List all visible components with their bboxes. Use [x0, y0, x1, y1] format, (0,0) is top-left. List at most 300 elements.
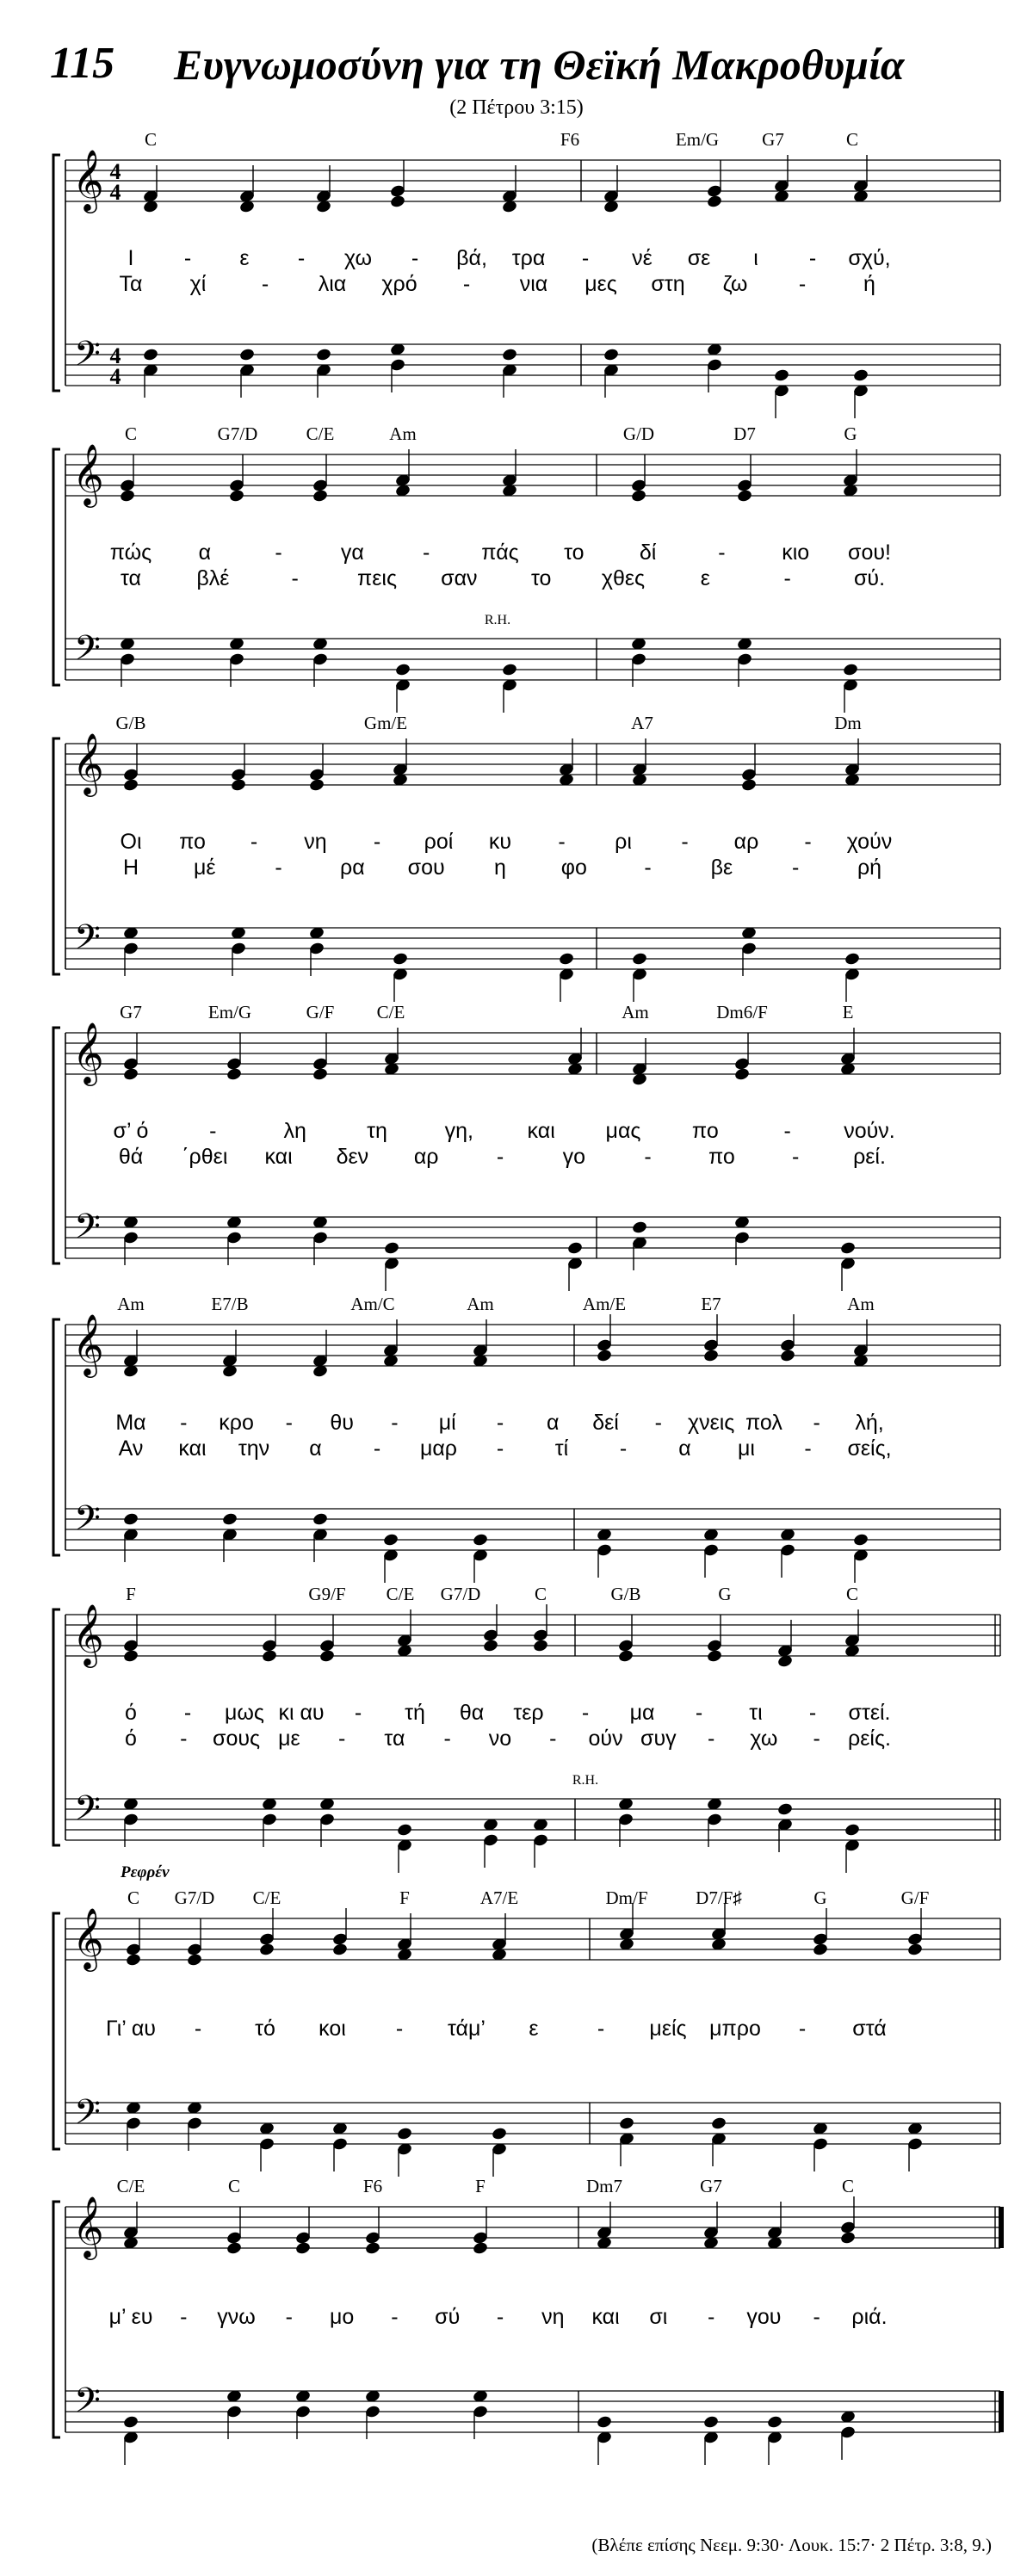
- chord-symbol: E7/B: [211, 1294, 249, 1314]
- tenor-note: [122, 2415, 139, 2430]
- lyric-verse-1: σ’ ό: [113, 1119, 149, 1143]
- lyric-verse-2: νο: [488, 1727, 512, 1751]
- music-system-5: [0, 1294, 1033, 1603]
- chord-symbol: C: [534, 1584, 547, 1604]
- alto-note: [482, 1639, 498, 1653]
- staff-notation: [0, 129, 1033, 439]
- alto-note: [740, 778, 757, 793]
- lyric-verse-1: θυ: [330, 1411, 354, 1435]
- lyric-verse-1: γου: [746, 2305, 782, 2329]
- lyric-verse-1: το: [564, 541, 585, 565]
- refrain-label: Ρεφρέν: [121, 1863, 170, 1881]
- lyric-verse-1: -: [423, 541, 430, 565]
- lyric-verse-2: -: [496, 1436, 504, 1461]
- alto-note: [119, 489, 135, 503]
- lyric-verse-2: φο: [560, 856, 587, 880]
- lyric-verse-2: αρ: [413, 1145, 439, 1169]
- song-title: Ευγνωμοσύνη για τη Θεϊκή Μακροθυμία: [174, 40, 905, 89]
- chord-symbol: G/D: [622, 423, 655, 444]
- lyric-verse-2: μι: [738, 1436, 755, 1461]
- lyric-verse-1: πο: [691, 1119, 719, 1143]
- alto-note: [228, 489, 244, 503]
- lyric-verse-2: πο: [708, 1145, 735, 1169]
- system-bracket: [53, 1028, 60, 1263]
- chord-symbol: F: [399, 1887, 410, 1908]
- system-bracket: [53, 2202, 60, 2437]
- lyric-verse-1: γα: [340, 541, 364, 565]
- alto-note: [472, 2241, 488, 2256]
- lyric-verse-1: χω: [344, 246, 372, 270]
- tenor-note: [221, 1512, 238, 1527]
- lyric-verse-2: στη: [651, 272, 685, 296]
- alto-note: [312, 1067, 328, 1082]
- alto-note: [258, 1943, 275, 1957]
- treble-clef-icon: 𝄞: [72, 2195, 104, 2258]
- lyric-verse-2: -: [792, 856, 800, 880]
- alto-note: [122, 1649, 139, 1664]
- chord-symbol: G/F: [900, 1887, 930, 1908]
- treble-clef-icon: 𝄞: [72, 1906, 104, 1969]
- lyric-verse-2: -: [804, 1436, 812, 1461]
- lyric-verse-2: πεις: [357, 566, 397, 590]
- lyric-verse-1: χούν: [846, 830, 893, 854]
- bass-clef-icon: 𝄢: [74, 1207, 101, 1255]
- chord-symbol: Am: [117, 1294, 145, 1314]
- lyric-verse-2: α: [309, 1436, 322, 1461]
- lyric-verse-1: -: [707, 2305, 715, 2329]
- chord-symbol: G/B: [115, 713, 146, 733]
- bass-clef-icon: 𝄢: [74, 628, 101, 676]
- lyric-verse-2: -: [549, 1727, 557, 1751]
- chord-symbol: E7: [701, 1294, 721, 1314]
- lyric-verse-1: α: [547, 1411, 560, 1435]
- lyric-verse-1: -: [581, 246, 590, 270]
- treble-clef-icon: 𝄞: [72, 1313, 104, 1375]
- chord-symbol: Dm: [834, 713, 862, 733]
- tenor-note: [596, 2415, 612, 2430]
- lyric-verse-1: Γι’ αυ: [106, 2017, 156, 2041]
- lyric-verse-1: πώς: [109, 541, 152, 565]
- lyric-verse-1: -: [496, 2305, 504, 2329]
- lyric-verse-1: σύ: [435, 2305, 461, 2329]
- lyric-verse-1: -: [783, 1119, 791, 1143]
- tenor-note: [392, 952, 408, 967]
- lyric-verse-2: -: [644, 1145, 652, 1169]
- lyric-verse-1: -: [808, 246, 817, 270]
- lyric-verse-2: συγ: [640, 1727, 677, 1751]
- lyric-verse-1: τη: [367, 1119, 387, 1143]
- lyric-verse-1: χνεις: [687, 1411, 735, 1435]
- tenor-note: [566, 1241, 583, 1256]
- lyric-verse-2: -: [180, 1727, 188, 1751]
- bass-clef-icon: 𝄢: [74, 2092, 101, 2140]
- lyric-verse-2: θά: [118, 1145, 144, 1169]
- lyric-verse-2: τί: [554, 1436, 569, 1461]
- right-hand-marking: R.H.: [484, 613, 511, 627]
- lyric-verse-2: βλέ: [196, 566, 230, 590]
- tenor-note: [472, 1533, 488, 1547]
- system-bracket: [53, 1319, 60, 1555]
- time-signature-top: 4: [109, 159, 121, 184]
- chord-symbol: A7/E: [479, 1887, 519, 1908]
- lyric-verse-2: -: [462, 272, 471, 296]
- lyric-verse-2: -: [261, 272, 269, 296]
- tenor-note: [501, 348, 517, 362]
- chord-symbol: C: [227, 2176, 241, 2196]
- tenor-note: [501, 663, 517, 677]
- tenor-note: [142, 348, 158, 362]
- bass-clef-icon: 𝄢: [74, 1498, 101, 1547]
- lyric-verse-1: σε: [687, 246, 711, 270]
- lyric-verse-1: μας: [605, 1119, 641, 1143]
- treble-clef-icon: 𝄞: [72, 442, 104, 505]
- time-signature-top: 4: [109, 343, 121, 368]
- lyric-verse-1: θα: [459, 1701, 485, 1725]
- alto-note: [779, 1349, 795, 1363]
- lyric-verse-1: -: [681, 830, 689, 854]
- lyric-verse-1: τάμ’: [448, 2017, 486, 2041]
- lyric-verse-1: νέ: [632, 246, 653, 270]
- chord-symbol: Dm6/F: [716, 1002, 768, 1022]
- lyric-verse-1: αρ: [733, 830, 759, 854]
- alto-note: [261, 1649, 277, 1664]
- chord-symbol: Am: [622, 1002, 649, 1022]
- lyric-verse-1: -: [654, 1411, 663, 1435]
- lyric-verse-1: -: [798, 2017, 807, 2041]
- lyric-verse-1: στεί.: [848, 1701, 891, 1725]
- system-bracket: [53, 155, 60, 391]
- tenor-note: [382, 1533, 399, 1547]
- system-bracket: [53, 1609, 60, 1845]
- lyric-verse-1: -: [373, 830, 381, 854]
- lyric-verse-1: σχύ,: [848, 246, 891, 270]
- chord-symbol: C/E: [386, 1584, 415, 1604]
- song-header: [0, 0, 1033, 120]
- lyric-verse-2: λια: [318, 272, 347, 296]
- system-bracket: [53, 449, 60, 685]
- lyric-verse-2: μέ: [194, 856, 216, 880]
- lyric-verse-1: -: [209, 1119, 217, 1143]
- chord-symbol: Em/G: [675, 129, 720, 150]
- lyric-verse-2: ό: [125, 1727, 137, 1751]
- alto-note: [294, 2241, 311, 2256]
- lyric-verse-2: τα: [121, 566, 141, 590]
- lyric-verse-1: τρα: [511, 246, 546, 270]
- lyric-verse-1: ι: [753, 246, 758, 270]
- bass-clef-icon: 𝄢: [74, 2381, 101, 2429]
- cross-references: (Βλέπε επίσης Νεεμ. 9:30· Λουκ. 15:7· 2 Πέτρ. 3:8, 9.): [591, 2535, 992, 2555]
- lyric-verse-1: -: [496, 1411, 504, 1435]
- alto-note: [733, 1067, 750, 1082]
- lyric-verse-1: ε: [529, 2017, 539, 2041]
- lyric-verse-2: -: [644, 856, 652, 880]
- lyric-verse-1: -: [250, 830, 258, 854]
- system-bracket: [53, 738, 60, 974]
- music-system-6: [0, 1584, 1033, 1893]
- tenor-note: [839, 1241, 856, 1256]
- chord-symbol: G: [718, 1584, 732, 1604]
- time-signature-bottom: 4: [109, 180, 121, 205]
- lyric-verse-1: Ι: [127, 246, 134, 270]
- tenor-note: [631, 952, 647, 967]
- tenor-note: [618, 2116, 634, 2131]
- lyric-verse-2: χω: [750, 1727, 778, 1751]
- lyric-verse-2: ρείς.: [848, 1727, 891, 1751]
- lyric-verse-1: -: [297, 246, 306, 270]
- lyric-verse-1: κρο: [219, 1411, 254, 1435]
- lyric-verse-1: -: [808, 1701, 817, 1725]
- lyric-verse-1: μα: [629, 1701, 655, 1725]
- tenor-note: [312, 1512, 328, 1527]
- lyric-verse-1: λη: [283, 1119, 306, 1143]
- chord-symbol: G7/D: [440, 1584, 481, 1604]
- alto-note: [186, 1953, 202, 1968]
- chord-symbol: Dm7: [586, 2176, 622, 2196]
- lyric-verse-1: πάς: [481, 541, 519, 565]
- lyric-verse-2: -: [275, 856, 282, 880]
- chord-symbol: C/E: [116, 2176, 145, 2196]
- lyric-verse-1: μο: [329, 2305, 355, 2329]
- lyric-verse-2: -: [792, 1145, 800, 1169]
- lyric-verse-2: -: [798, 272, 807, 296]
- chord-symbol: G/F: [306, 1002, 335, 1022]
- lyric-verse-2: -: [619, 1436, 628, 1461]
- alto-note: [532, 1639, 548, 1653]
- lyric-verse-1: κι αυ: [278, 1701, 325, 1725]
- lyric-verse-1: ροί: [424, 830, 454, 854]
- lyric-verse-1: τι: [749, 1701, 763, 1725]
- lyric-verse-1: και: [527, 1119, 555, 1143]
- scripture-reference: (2 Πέτρου 3:15): [449, 96, 584, 119]
- lyric-verse-1: Οι: [120, 830, 142, 854]
- chord-symbol: C: [124, 423, 138, 444]
- tenor-note: [558, 952, 574, 967]
- lyric-verse-2: -: [291, 566, 299, 590]
- chord-symbol: E: [842, 1002, 854, 1022]
- lyric-verse-2: -: [496, 1145, 504, 1169]
- alto-note: [308, 778, 325, 793]
- lyric-verse-1: μως: [225, 1701, 264, 1725]
- lyric-verse-1: κυ: [488, 830, 512, 854]
- chord-symbol: D7: [733, 423, 756, 444]
- chord-symbol: G: [844, 423, 857, 444]
- lyric-verse-1: ό: [125, 1701, 137, 1725]
- chord-symbol: F6: [362, 2176, 383, 2196]
- lyric-verse-1: -: [391, 1411, 399, 1435]
- tenor-note: [631, 1220, 647, 1235]
- chord-symbol: C/E: [306, 423, 335, 444]
- music-system-7: [0, 1863, 1033, 2197]
- lyric-verse-1: μί: [438, 1411, 456, 1435]
- lyric-verse-1: γνω: [217, 2305, 256, 2329]
- lyric-verse-2: -: [783, 566, 791, 590]
- lyric-verse-2: ρα: [340, 856, 365, 880]
- lyric-verse-2: βε: [710, 856, 733, 880]
- lyric-verse-1: -: [180, 1411, 188, 1435]
- lyric-verse-1: νούν.: [844, 1119, 895, 1143]
- lyric-verse-1: -: [354, 1701, 362, 1725]
- chord-symbol: C/E: [252, 1887, 281, 1908]
- chord-symbol: Am/E: [582, 1294, 627, 1314]
- lyric-verse-1: -: [813, 2305, 820, 2329]
- lyric-verse-1: λή,: [855, 1411, 884, 1435]
- tenor-note: [122, 1512, 139, 1527]
- lyric-verse-2: σαν: [441, 566, 478, 590]
- chord-symbol: Am/C: [350, 1294, 395, 1314]
- alto-note: [122, 1067, 139, 1082]
- lyric-verse-1: Μα: [115, 1411, 146, 1435]
- lyric-verse-1: -: [597, 2017, 605, 2041]
- chord-symbol: Am: [467, 1294, 494, 1314]
- chord-symbol: C: [845, 1584, 859, 1604]
- chord-symbol: Gm/E: [363, 713, 408, 733]
- alto-note: [331, 1943, 348, 1957]
- alto-note: [319, 1649, 335, 1664]
- chord-symbol: F: [475, 2176, 486, 2196]
- lyric-verse-1: -: [285, 1411, 294, 1435]
- alto-note: [702, 1349, 719, 1363]
- tenor-note: [710, 2116, 727, 2131]
- tenor-note: [852, 1533, 869, 1547]
- bass-clef-icon: 𝄢: [74, 917, 101, 966]
- tenor-note: [702, 2415, 719, 2430]
- alto-note: [364, 2241, 380, 2256]
- alto-note: [630, 489, 646, 503]
- lyric-verse-2: τα: [384, 1727, 405, 1751]
- lyric-verse-1: μείς: [649, 2017, 687, 2041]
- lyric-verse-1: -: [813, 1411, 820, 1435]
- chord-symbol: G7/D: [174, 1887, 215, 1908]
- lyric-verse-1: μπρο: [709, 2017, 761, 2041]
- lyric-verse-2: νια: [519, 272, 548, 296]
- song-number: 115: [50, 39, 115, 88]
- tenor-note: [238, 348, 255, 362]
- lyric-verse-1: -: [411, 246, 419, 270]
- lyric-verse-1: δεί: [592, 1411, 619, 1435]
- lyric-verse-1: -: [183, 246, 192, 270]
- chord-symbol: G7: [700, 2176, 722, 2196]
- tenor-note: [844, 952, 860, 967]
- lyric-verse-2: -: [707, 1727, 715, 1751]
- lyric-verse-2: και: [264, 1145, 293, 1169]
- chord-symbol: A7: [631, 713, 653, 733]
- lyric-verse-1: ριά.: [851, 2305, 888, 2329]
- chord-symbol: D7/F♯: [696, 1887, 742, 1908]
- chord-symbol: G9/F: [308, 1584, 346, 1604]
- tenor-note: [383, 1241, 399, 1256]
- alto-note: [706, 195, 722, 209]
- lyric-verse-2: -: [337, 1727, 346, 1751]
- lyric-verse-2: -: [443, 1727, 451, 1751]
- lyric-verse-1: τή: [405, 1701, 425, 1725]
- lyric-verse-2: και: [178, 1436, 207, 1461]
- lyric-verse-1: -: [183, 1701, 192, 1725]
- lyric-verse-2: α: [678, 1436, 691, 1461]
- lyric-verse-2: γο: [562, 1145, 585, 1169]
- lyric-verse-1: γη,: [444, 1119, 474, 1143]
- music-system-1: [0, 129, 1033, 439]
- alto-note: [312, 489, 328, 503]
- alto-note: [812, 1943, 828, 1957]
- chord-symbol: F6: [560, 129, 580, 150]
- lyric-verse-2: μαρ: [419, 1436, 458, 1461]
- tenor-note: [776, 1802, 793, 1817]
- music-system-8: [0, 2176, 1033, 2486]
- chord-symbol: G7: [762, 129, 784, 150]
- lyric-verse-2: την: [238, 1436, 270, 1461]
- tenor-note: [396, 1823, 412, 1838]
- right-hand-marking: R.H.: [572, 1773, 599, 1788]
- lyric-verse-2: σου: [407, 856, 445, 880]
- chord-symbol: Dm/F: [605, 1887, 648, 1908]
- lyric-verse-1: και: [591, 2305, 620, 2329]
- staff-notation: [0, 2176, 1033, 2486]
- lyric-verse-1: νη: [541, 2305, 565, 2329]
- tenor-note: [852, 368, 869, 383]
- lyric-verse-1: -: [804, 830, 812, 854]
- tenor-note: [842, 663, 858, 677]
- tenor-note: [766, 2415, 782, 2430]
- chord-symbol: Am: [847, 1294, 875, 1314]
- time-signature-bottom: 4: [109, 364, 121, 389]
- lyric-verse-1: -: [581, 1701, 590, 1725]
- lyric-verse-1: -: [180, 2305, 188, 2329]
- tenor-note: [491, 2127, 507, 2141]
- lyric-verse-2: ούν: [588, 1727, 623, 1751]
- music-system-4: [0, 1002, 1033, 1312]
- treble-clef-icon: 𝄞: [72, 732, 104, 794]
- lyric-verse-2: ρή: [857, 856, 882, 880]
- lyric-verse-2: μες: [585, 272, 617, 296]
- tenor-note: [315, 348, 331, 362]
- chord-symbol: Am: [389, 423, 417, 444]
- lyric-verse-2: σύ.: [853, 566, 886, 590]
- lyric-verse-1: α: [198, 541, 212, 565]
- chord-symbol: F: [126, 1584, 136, 1604]
- lyric-verse-1: πο: [179, 830, 206, 854]
- lyric-verse-2: Η: [122, 856, 139, 880]
- lyric-verse-2: -: [813, 1727, 820, 1751]
- lyric-verse-2: σους: [213, 1727, 261, 1751]
- system-bracket: [53, 1913, 60, 2149]
- chord-symbol: C: [841, 2176, 855, 2196]
- lyric-verse-2: ή: [863, 272, 875, 296]
- lyric-verse-2: η: [494, 856, 506, 880]
- chord-symbol: G7: [120, 1002, 142, 1022]
- music-system-2: [0, 423, 1033, 733]
- tenor-note: [394, 663, 411, 677]
- alto-note: [617, 1649, 634, 1664]
- chord-symbol: Em/G: [207, 1002, 252, 1022]
- lyric-verse-1: ρι: [615, 830, 632, 854]
- tenor-note: [773, 368, 789, 383]
- music-system-3: [0, 713, 1033, 1022]
- lyric-verse-2: με: [278, 1727, 300, 1751]
- lyric-verse-1: -: [558, 830, 566, 854]
- treble-clef-icon: 𝄞: [72, 1603, 104, 1665]
- lyric-verse-1: -: [391, 2305, 399, 2329]
- lyric-verse-1: τό: [255, 2017, 275, 2041]
- chord-symbol: C/E: [376, 1002, 405, 1022]
- lyric-verse-2: ε: [700, 566, 710, 590]
- alto-note: [226, 1067, 242, 1082]
- lyric-verse-1: κοι: [319, 2017, 346, 2041]
- alto-note: [122, 778, 139, 793]
- treble-clef-icon: 𝄞: [72, 148, 104, 211]
- lyric-verse-1: -: [275, 541, 282, 565]
- lyric-verse-2: Τα: [119, 272, 143, 296]
- alto-note: [906, 1943, 923, 1957]
